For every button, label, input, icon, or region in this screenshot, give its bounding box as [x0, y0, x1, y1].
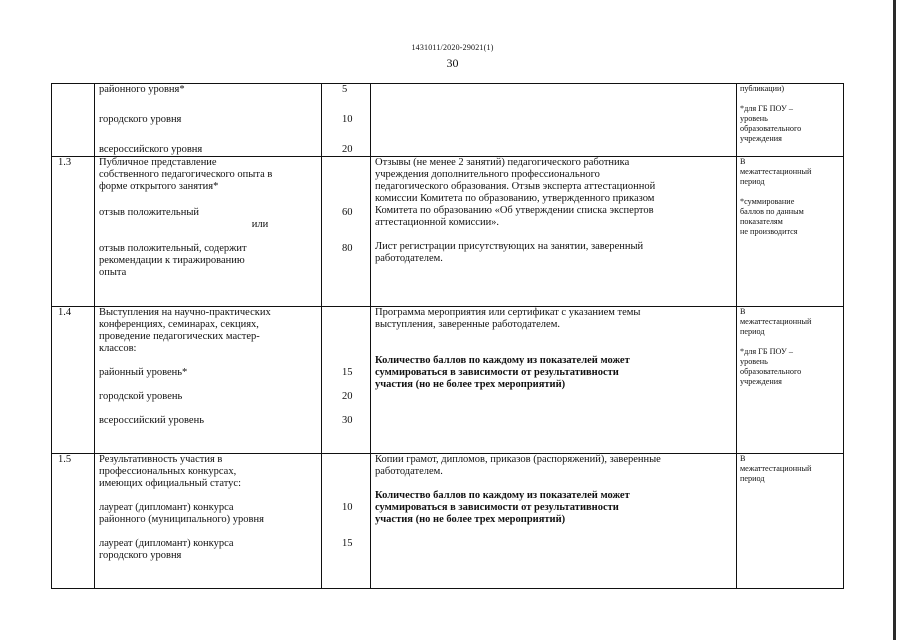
table-row: [52, 307, 844, 454]
criterion-cell: [95, 84, 322, 157]
points-cell: [322, 454, 371, 589]
points-value: 20: [342, 144, 353, 155]
note-cell: В межаттестационный период *для ГБ ПОУ – уровень образовательного учреждения: [737, 307, 844, 454]
item-label: отзыв положительный: [99, 207, 200, 218]
evidence-cell: [371, 84, 737, 157]
document-id: 1431011/2020-29021(1): [411, 43, 494, 52]
table-row: [52, 157, 844, 307]
row-number-cell: 1.3: [52, 157, 95, 307]
item-label: всероссийский уровень: [99, 415, 205, 426]
criterion-cell: Результативность участия в профессиональных конкурсах, имеющих официальный статус: лауреат (дипломант) конкурса районного (муниципального) уровня лауреат (дипломант) конкурса городского уровня: [95, 454, 322, 589]
item-label: районного уровня*: [99, 84, 185, 95]
note-cell: В межаттестационный период: [737, 454, 844, 589]
points-cell: [322, 157, 371, 307]
page-number: 30: [446, 56, 459, 70]
note-cell: В межаттестационный период *суммирование баллов по данным показателям не производится: [737, 157, 844, 307]
points-value: 5: [342, 84, 348, 95]
points-value: 10: [342, 114, 353, 125]
evidence-cell: Копии грамот, дипломов, приказов (распоряжений), заверенные работодателем. Количество баллов по каждому из показателей может суммироваться в зависимости от результативности участия (но не более трех мероприятий): [371, 454, 737, 589]
table-row: [52, 84, 844, 157]
points-value: 60: [342, 207, 353, 218]
item-label: городского уровня: [99, 114, 182, 125]
scan-edge: [893, 0, 896, 640]
evidence-cell: Отзывы (не менее 2 занятий) педагогического работника учреждения дополнительного профессионального педагогического образования. Отзыв эксперта аттестационной комиссии Комитета по образованию, утвержденного приказом Комитета по образованию «Об утверждении списка экспертов аттестационной комиссии». Лист регистрации присутствующих на занятии, заверенный работодателем.: [371, 157, 737, 307]
table-row: [52, 454, 844, 589]
row-number-cell: 1.5: [52, 454, 95, 589]
points-value: 30: [342, 415, 353, 426]
points-value: 15: [342, 538, 353, 549]
row-number-cell: 1.4: [52, 307, 95, 454]
points-value: 15: [342, 367, 353, 378]
points-cell: [322, 307, 371, 454]
criterion-cell: Публичное представление собственного педагогического опыта в форме открытого занятия* отзыв положительный или отзыв положительный, содержит рекомендации к тиражированию опыта: [95, 157, 322, 307]
criterion-cell: Выступления на научно-практических конференциях, семинарах, секциях, проведение педагогических мастер- классов: районный уровень* городской уровень всероссийский уровень: [95, 307, 322, 454]
row-number-cell: [52, 84, 95, 157]
item-label: городской уровень: [99, 391, 183, 402]
item-label: или: [251, 219, 269, 230]
points-cell: [322, 84, 371, 157]
points-value: 80: [342, 243, 353, 254]
points-value: 10: [342, 502, 353, 513]
evidence-cell: Программа мероприятия или сертификат с указанием темы выступления, заверенные работодателем. Количество баллов по каждому из показателей может суммироваться в зависимости от результативности участия (но не более трех мероприятий): [371, 307, 737, 454]
criteria-table: [51, 83, 844, 589]
note-cell: публикации) *для ГБ ПОУ – уровень образовательного учреждения: [737, 84, 844, 157]
item-label: районный уровень*: [99, 367, 188, 378]
item-label: всероссийского уровня: [99, 144, 203, 155]
points-value: 20: [342, 391, 353, 402]
